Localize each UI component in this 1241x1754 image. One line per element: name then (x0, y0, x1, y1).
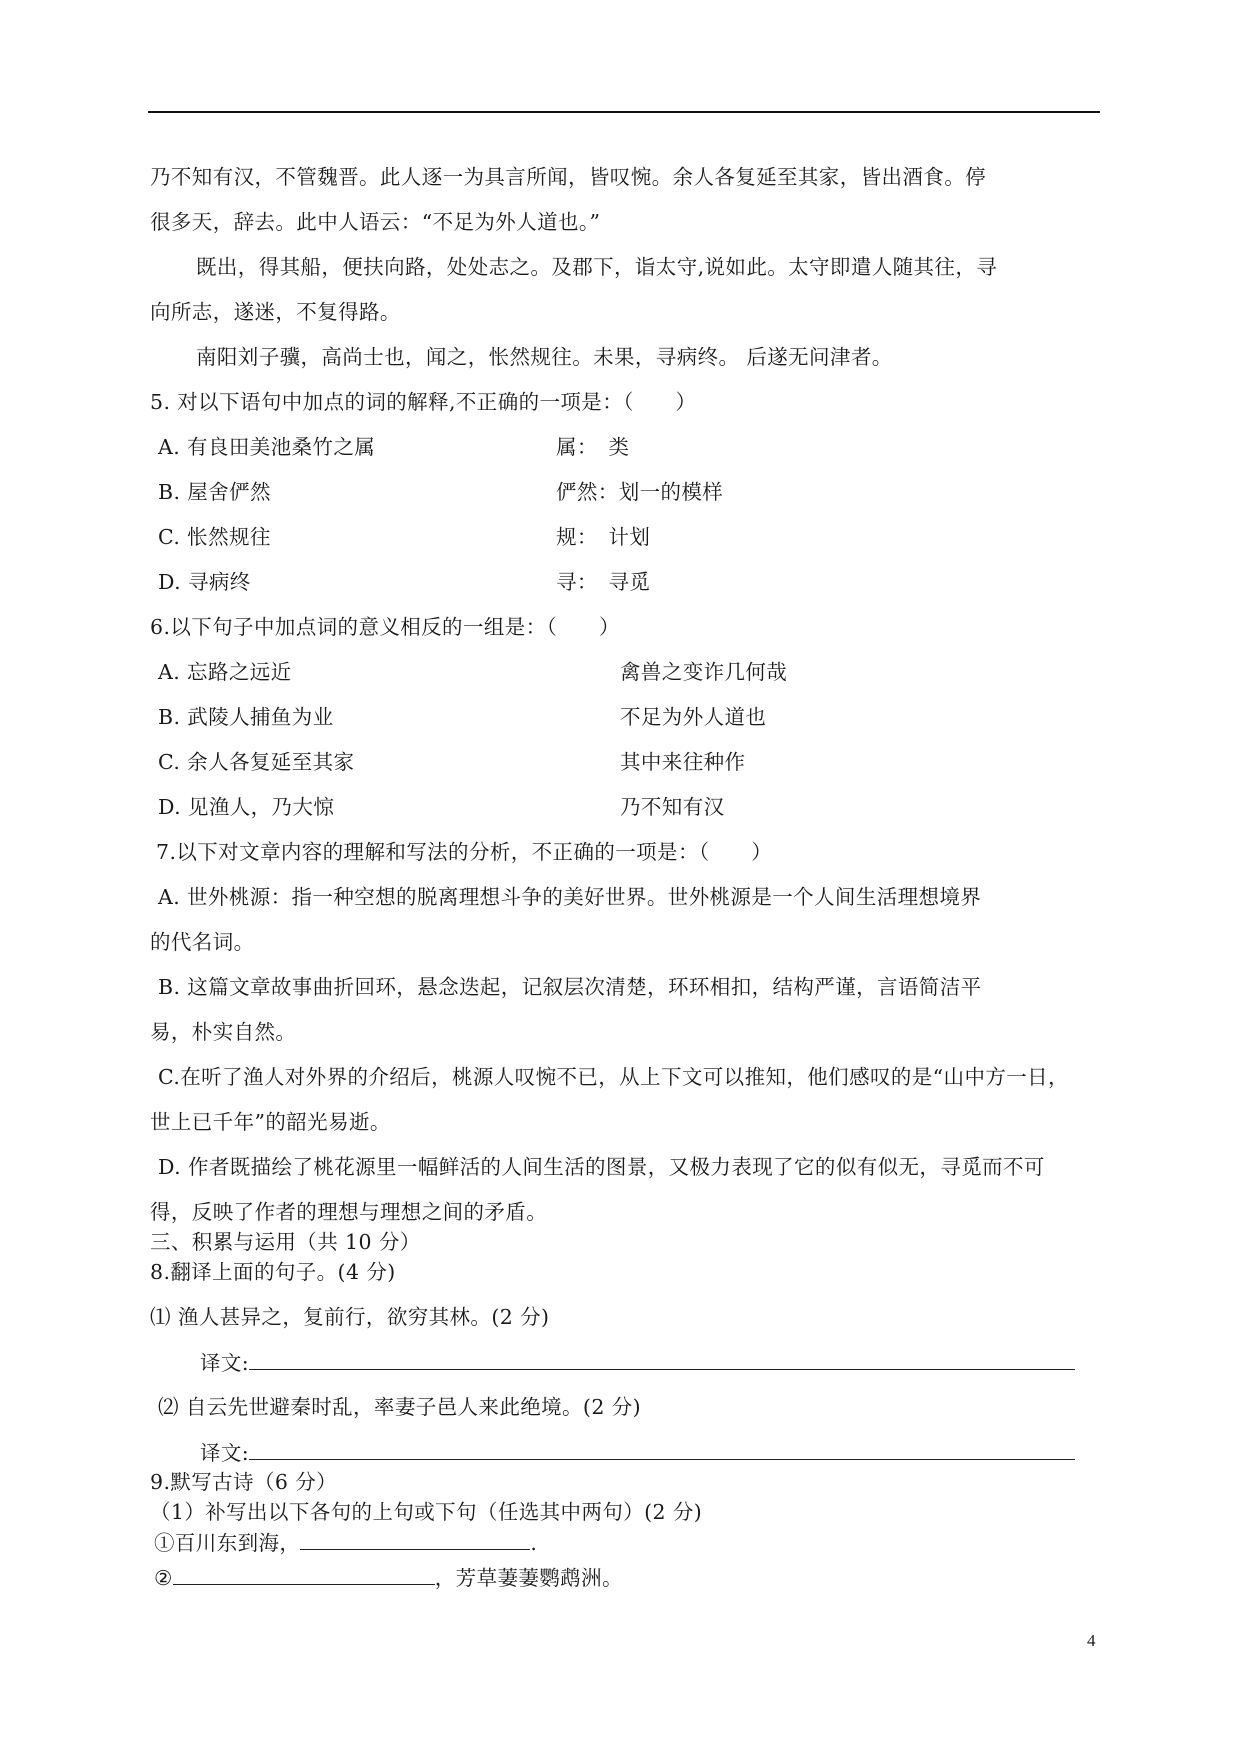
q5-option-b: B. 屋舍俨然 (158, 480, 271, 504)
q6-option-d-right: 乃不知有汉 (620, 795, 725, 819)
q6-option-b-right: 不足为外人道也 (620, 705, 767, 729)
q5-gloss-b: 俨然：划一的模样 (556, 480, 724, 504)
q7-option-a: A. 世外桃源：指一种空想的脱离理想斗争的美好世界。世外桃源是一个人间生活理想境界 (158, 885, 982, 909)
q7-option-d: D. 作者既描绘了桃花源里一幅鲜活的人间生活的图景，又极力表现了它的似有似无，寻觅而不可 (158, 1155, 1045, 1179)
item-prefix: ①百川东到海， (154, 1531, 301, 1555)
item-suffix: . (530, 1531, 538, 1555)
passage-line: 向所志，遂迷，不复得路。 (150, 300, 401, 324)
q6-option-c-right: 其中来往种作 (620, 750, 746, 774)
q5-gloss-c: 规： 计划 (556, 525, 651, 549)
q7-option-b: B. 这篇文章故事曲折回环，悬念迭起，记叙层次清楚，环环相扣，结构严谨，言语简洁平 (158, 975, 982, 999)
q6-option-b-left: B. 武陵人捕鱼为业 (158, 705, 334, 729)
q6-option-a-left: A. 忘路之远近 (158, 660, 292, 684)
q9-sub-1: （1）补写出以下各句的上句或下句（任选其中两句）(2 分) (150, 1500, 703, 1524)
section-heading: 三、积累与运用（共 10 分） (150, 1230, 421, 1254)
q9-item-1 (154, 1529, 537, 1556)
q5-stem: 5. 对以下语句中加点的词的解释,不正确的一项是：（ ） (150, 390, 697, 414)
q7-option-d-cont: 得，反映了作者的理想与理想之间的矛盾。 (150, 1200, 548, 1224)
item-suffix: ，芳草萋萋鹦鹉洲。 (434, 1566, 623, 1590)
q6-option-a-right: 禽兽之变诈几何哉 (620, 660, 788, 684)
q7-option-a-cont: 的代名词。 (150, 930, 255, 954)
passage-line: 南阳刘子骥，高尚士也，闻之，怅然规往。未果，寻病终。 后遂无问津者。 (196, 345, 893, 369)
q5-option-c: C. 怅然规往 (158, 525, 271, 549)
q9-stem: 9.默写古诗（6 分） (150, 1470, 338, 1494)
q5-option-d: D. 寻病终 (158, 570, 251, 594)
q7-option-c: C.在听了渔人对外界的介绍后，桃源人叹惋不已，从上下文可以推知，他们感叹的是“山中方一日， (158, 1065, 1069, 1089)
q7-option-b-cont: 易，朴实自然。 (150, 1020, 297, 1044)
q8-answer-2 (200, 1439, 1075, 1466)
q6-stem: 6.以下句子中加点词的意义相反的一组是：（ ） (150, 615, 620, 639)
q9-item-2 (154, 1564, 623, 1591)
page-number: 4 (1087, 1631, 1096, 1650)
q8-sentence-2: ⑵ 自云先世避秦时乱，率妻子邑人来此绝境。(2 分) (158, 1395, 641, 1419)
q8-sentence-1: ⑴ 渔人甚异之，复前行，欲穷其林。(2 分) (150, 1305, 550, 1329)
answer-blank-2[interactable] (249, 1439, 1075, 1460)
q7-stem: 7.以下对文章内容的理解和写法的分析，不正确的一项是：（ ） (156, 840, 773, 864)
answer-label: 译文: (200, 1351, 250, 1375)
q6-option-d-left: D. 见渔人，乃大惊 (158, 795, 335, 819)
q6-option-c-left: C. 余人各复延至其家 (158, 750, 355, 774)
answer-blank-1[interactable] (249, 1349, 1075, 1370)
poem-blank-1[interactable] (300, 1529, 530, 1550)
q8-answer-1 (200, 1349, 1075, 1376)
passage-line: 既出，得其船，便扶向路，处处志之。及郡下，诣太守,说如此。太守即遣人随其往，寻 (196, 255, 998, 279)
passage-line: 乃不知有汉，不管魏晋。此人逐一为具言所闻，皆叹惋。余人各复延至其家，皆出酒食。停 (150, 165, 986, 189)
q5-gloss-a: 属： 类 (556, 435, 630, 459)
item-prefix: ② (154, 1566, 173, 1590)
answer-label: 译文: (200, 1441, 250, 1465)
header-rule (148, 111, 1100, 113)
q5-option-a: A. 有良田美池桑竹之属 (158, 435, 376, 459)
poem-blank-2[interactable] (173, 1564, 435, 1585)
q8-stem: 8.翻译上面的句子。(4 分) (150, 1260, 396, 1284)
q7-option-c-cont: 世上已千年”的韶光易逝。 (150, 1110, 391, 1134)
passage-line: 很多天，辞去。此中人语云：“不足为外人道也。” (150, 210, 601, 234)
q5-gloss-d: 寻： 寻觅 (556, 570, 651, 594)
